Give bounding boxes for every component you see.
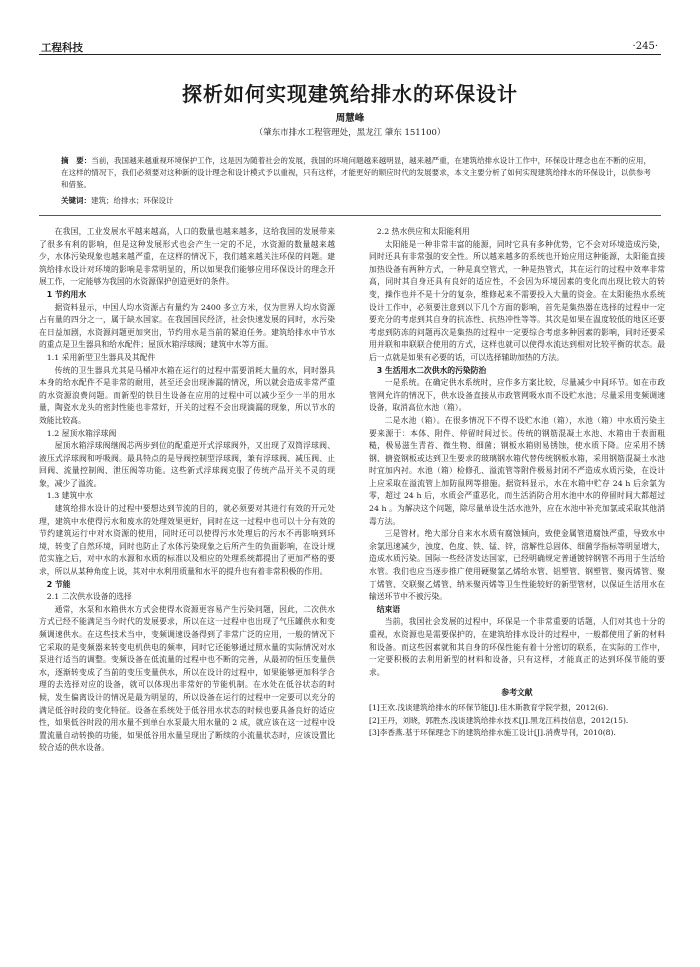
references-list xyxy=(369,702,665,740)
subsection-2-2-paragraph: 太阳能是一种非常丰富的能源，同时它具有多种优势，它不会对环境造成污染，同时还具有非常强的安全性。所以越来越多的系统也开始应用这种能源，太阳能直接加热设备有两种方式，一种是真空管式，一种是热管式，其在运行的过程中效率非常高，同时其自身还具有良好的适应性，不会因为环境因素的变化而出现比较大的转变，操作也并不是十分的复杂，维修起来不需要投入大量的资金。在太阳能热水系统设计工作中，必须要注意到以下几个方面的影响，首先是集热器在选择的过程中一定要充分的考虑到其自身的抗冻性、抗热冲性等等。其次是如果在温度较低的地区还要考虑到防冻的问题再次是集热的过程中一定要综合考虑多种因素的影响，同时还要采用并联和串联联合使用的方式，这样也就可以使得水流达到相对比较平衡的状态。最后一点就是如果有必要的话，可以选择辅助加热的方法。 xyxy=(369,239,665,362)
abstract xyxy=(61,155,651,191)
abstract-divider xyxy=(39,215,661,216)
reference-item: [2]王丹，刘晓，郭胜杰.浅谈建筑给排水技术[J].黑龙江科技信息，2012(15). xyxy=(369,715,629,725)
subsection-2-1-paragraph: 通常，水泵和水箱供水方式会使得水资源更容易产生污染问题，因此，二次供水方式已经不能满足当今时代的发展要求，所以在这一过程中也出现了气压罐供水和变频调速供水。在这些技术当中，变频调速设备得到了非常广泛的应用，一般的情况下它采取的是变频器来转变电机供电的频率，同时它还能够通过照水量的实际情况对水泵进行适当的调整。变频设备在低流量的过程中也不断的完善，从最初的恒压变量供水，逐渐转变成了当前的变压变量供水，所以在设计的过程中，如果能够更加科学合理的去选择对应的设备，就可以体现出非常好的节能机制。在水处在低谷状态的时候，发生偏离设计的情况是最为明显的，所以设备在运行的过程中一定要可以充分的满足低谷时段的变化特征。设备在系统处于低谷用水状态的时候也要具备良好的适应性，如果低谷时段的用水量不到单台水泵最大用水量的 2 成，就应该在这一过程中设置流量自动转换的功能，如果低谷用水量呈现出了断续的小流量状态时，应该设置比较合适的供水设备。 xyxy=(39,604,335,753)
subsection-heading-1-2: 1.2 屋顶水箱浮球阀 xyxy=(46,428,117,438)
section-3-paragraph-system: 一是系统。在确定供水系统时，应作多方案比较，尽量减少中间环节。如在市政管网允许的情况下，供水设备直接从市政管网吸水而不设贮水池；尽量采用变频调速设备，取消高位水池（箱）。 xyxy=(369,378,665,413)
conclusion-heading: 结束语 xyxy=(376,604,401,614)
page-number: ·245· xyxy=(632,41,658,52)
reference-item: [1]王欢.浅谈建筑给排水的环保节能[J].佳木斯教育学院学报，2012(6). xyxy=(369,702,609,712)
left-column xyxy=(39,226,335,755)
section-3-paragraph-pipe: 三是管材。绝大部分自来水水质有腐蚀倾向，致使金属管道腐蚀严重，导致水中余氯迅速减少，浊度、色度、铁、锰、锌，溶解性总固体、细菌学指标等明显增大，造成水质污染。国际一些经济发达国家，已经明确规定普通镀锌钢管不再用于生活给水管。我们也应当逐步推广使用硬聚氯乙烯给水管、铝塑管、钢塑管、聚丙烯管、聚丁烯管、交联聚乙烯管、纳米聚丙烯等卫生性能较好的新型管材，以保证生活用水在输送环节中不被污染。 xyxy=(369,529,665,602)
intro-paragraph: 在我国，工业发展水平越来越高，人口的数量也越来越多，这给我国的发展带来了很多有利的影响，但是这种发展形式也会产生一定的不足，水资源的数量越来越少，水体污染现象也越来越严重，在这样的情况下，我们越来越关注环保的问题。建筑给排水设计对环境的影响是非常明显的，所以如果我们能够应用环保设计的理念开展工作，一定能够为我国的水资源保护创造更好的条件。 xyxy=(39,227,335,287)
subsection-heading-2-2: 2.2 热水供应和太阳能利用 xyxy=(376,227,470,236)
article-title: 探析如何实现建筑给排水的环保设计 xyxy=(182,82,518,106)
conclusion-paragraph: 当前，我国社会发展的过程中，环保是一个非常重要的话题，人们对其也十分的重视，水资源也是需要保护的，在建筑给排水设计的过程中，一般都使用了新的材料和设备。而这些因素就和其自身的环保性能有着十分密切的联系，在实际的工作中，一定要积极的去利用新型的材料和设备，只有这样，才能真正的达到环保节能的要求。 xyxy=(369,617,665,677)
section-3-paragraph-tank: 二是水池（箱）。在很多情况下不得不设贮水池（箱），水池（箱）中水质污染主要来源于：本体、附件、停留时间过长。传统的钢筋混凝土水池、水箱由于表面粗糙，极易滋生青苔、微生物、细菌；钢板水箱则易锈蚀，使水质下降。应采用不锈钢、搪瓷钢板或达到卫生要求的玻璃钢水箱代替传统钢板水箱，采用钢筋混凝土水池时宜加内衬。水池（箱）检修孔、溢流管等附件极易封闭不严造成水质污染，在设计上应采取在溢流管上加防鼠网等措施。据资料显示，水在水箱中贮存 24 h 后余氯为零，超过 24 h 后，水质会严重恶化，而生活消防合用水池中水的停留时间大都超过 24 h 。为解决这个问题，除尽量单设生活水池外，应在水池中补充加氯或采取其他消毒方法。 xyxy=(369,415,665,526)
subsection-1-2-paragraph: 屋顶水箱浮球阀继阀芯两步到位的配重逆开式浮球阀外，又出现了双筒浮球阀、液压式浮球阀和呼吸阀。最具特点的是导阀控制型浮球阀，兼有浮球阀、减压阀、止回阀、流量控制阀、泄压阀等功能。这些新式浮球阀克服了传统产品开关不灵的现象，减少了溢流。 xyxy=(39,441,335,488)
subsection-heading-2-1: 2.1 二次供水设备的选择 xyxy=(46,592,132,602)
subsection-1-1-paragraph: 传统的卫生器具尤其是马桶冲水箱在运行的过程中需要消耗大量的水，同时器具本身的给水配件不是非常的耐用，甚至还会出现渗漏的情况，所以就会造成非常严重的水资源浪费问题。而新型的铁目生设备在应用的过程中可以减少至少一半的用水量，陶瓷水龙头的密封性能也非常好，开关的过程不会出现滴漏的现象，所以节水的效能比较高。 xyxy=(39,365,335,425)
reference-item: [3]李香燕.基于环保理念下的建筑给排水施工设计[J].消费导刊，2010(8). xyxy=(369,728,616,738)
section-1-paragraph: 据资料显示，中国人均水资源占有量约为 2400 多立方米，仅为世界人均水资源占有量的四分之一，属于缺水国家。在我国国民经济，社会快速发展的同时，水污染在日益加剧，水资源问题更加突出，节约用水是当前的紧迫任务。建筑给排水中节水的重点是卫生器具和给水配件；屋顶水箱浮球阀；建筑中水等方面。 xyxy=(39,302,335,350)
section-heading-1: 1 节约用水 xyxy=(46,289,87,299)
abstract-text: 当前，我国越来越重视环境保护工作，这是因为随着社会的发展，我国的环境问题越来越明显，越来越严重，在建筑给排水设计工作中，环保设计理念也在不断的应用，在这样的情况下，我们必须要对这种新的设计理念和设计模式予以重视，只有这样，才能更好的顺应时代的发展要求，本文主要分析了如何实现建筑给排水的环保设计，以供参考和借鉴。 xyxy=(61,156,652,189)
keywords xyxy=(61,195,651,207)
author-affiliation: （肇东市排水工程管理处，黑龙江 肇东 151100） xyxy=(254,128,446,138)
section-heading-2: 2 节能 xyxy=(46,579,71,589)
article-author: 周慧峰 xyxy=(335,113,365,124)
references-heading: 参考文献 xyxy=(501,688,533,698)
subsection-1-3-paragraph: 建筑给排水设计的过程中要想达到节流的目的，就必须要对其进行有效的开元处理，建筑中水使得污水和废水的处理效果更好，同时在这一过程中也可以十分有效的节约建筑运行中对水资源的使用，同时还可以使得污水处理后的污水不再影响到环境，转变了自然环境，同时也防止了水体污染现象之后所产生的负面影响，在设计规范实施之后，对中水的水源和水质的标准以及相应的处理系统都提出了更加严格的要求，所以从某种角度上说，其对中水利用质量和水平的提升也有着非常积极的作用。 xyxy=(39,504,335,577)
abstract-label: 摘 要： xyxy=(61,156,92,165)
subsection-heading-1-1: 1.1 采用新型卫生器具及其配件 xyxy=(46,352,156,362)
journal-name: 工程科技 xyxy=(41,42,83,54)
section-heading-3: 3 生活用水二次供水的污染防治 xyxy=(376,365,487,375)
right-column xyxy=(369,226,665,740)
keywords-label: 关键词： xyxy=(61,196,91,205)
header-divider xyxy=(39,54,661,55)
keywords-text: 建筑；给排水；环保设计 xyxy=(91,196,174,205)
page-header xyxy=(0,0,700,60)
subsection-heading-1-3: 1.3 建筑中水 xyxy=(46,491,93,501)
